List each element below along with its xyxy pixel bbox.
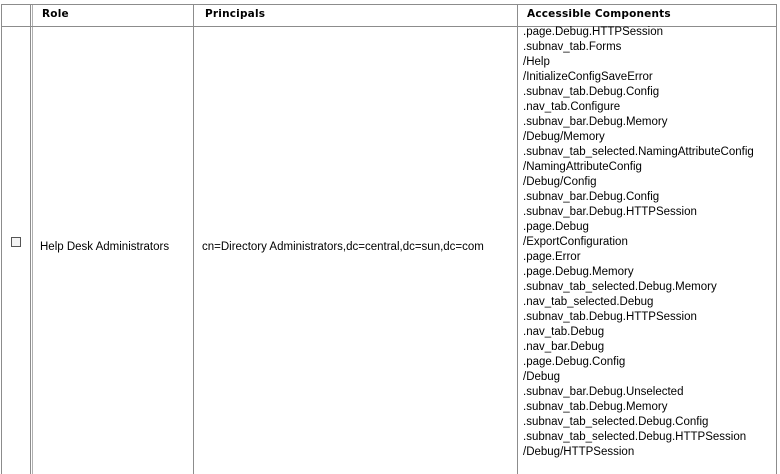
component-item: .page.Error bbox=[523, 251, 581, 263]
component-item: .subnav_bar.Debug.Memory bbox=[523, 116, 668, 128]
component-item: .subnav_tab_selected.NamingAttributeConfig bbox=[523, 146, 754, 158]
component-item: /InitializeConfigSaveError bbox=[523, 71, 653, 83]
component-item: .subnav_tab_selected.Debug.Config bbox=[523, 416, 709, 428]
component-item: .subnav_bar.Debug.HTTPSession bbox=[523, 206, 697, 218]
component-item: .nav_bar.Debug bbox=[523, 341, 605, 353]
principals-cell: cn=Directory Administrators,dc=central,dc=sun,dc=com bbox=[202, 241, 484, 253]
component-item: /NamingAttributeConfig bbox=[523, 161, 642, 173]
component-item: /Help bbox=[523, 56, 550, 68]
component-item: /Debug/Memory bbox=[523, 131, 605, 143]
column-divider bbox=[30, 5, 31, 474]
accessible-components-cell bbox=[523, 25, 754, 460]
component-item: /ExportConfiguration bbox=[523, 236, 628, 248]
component-item: /Debug/Config bbox=[523, 176, 597, 188]
component-item: .nav_tab_selected.Debug bbox=[523, 296, 654, 308]
table-header-row bbox=[2, 5, 776, 27]
component-item: .subnav_bar.Debug.Unselected bbox=[523, 386, 684, 398]
column-divider bbox=[517, 5, 518, 474]
component-item: .nav_tab.Configure bbox=[523, 101, 621, 113]
component-item: .page.Debug.HTTPSession bbox=[523, 26, 663, 38]
component-item: .subnav_tab.Debug.Config bbox=[523, 86, 660, 98]
component-item: .subnav_bar.Debug.Config bbox=[523, 191, 660, 203]
column-header-role[interactable]: Role bbox=[42, 8, 69, 20]
column-divider bbox=[193, 5, 194, 474]
component-item: .subnav_tab.Forms bbox=[523, 41, 622, 53]
component-item: /Debug/HTTPSession bbox=[523, 446, 635, 458]
component-item: .subnav_tab_selected.Debug.HTTPSession bbox=[523, 431, 747, 443]
component-item: .page.Debug.Memory bbox=[523, 266, 634, 278]
component-item: .subnav_tab.Debug.Memory bbox=[523, 401, 668, 413]
row-select-checkbox[interactable] bbox=[11, 237, 21, 247]
component-item: .page.Debug bbox=[523, 221, 589, 233]
component-item: .subnav_tab.Debug.HTTPSession bbox=[523, 311, 697, 323]
component-item: .subnav_tab_selected.Debug.Memory bbox=[523, 281, 717, 293]
column-header-principals[interactable]: Principals bbox=[205, 8, 266, 20]
role-cell: Help Desk Administrators bbox=[40, 241, 170, 253]
column-divider bbox=[32, 5, 33, 474]
component-item: .nav_tab.Debug bbox=[523, 326, 605, 338]
component-item: .page.Debug.Config bbox=[523, 356, 626, 368]
component-item: /Debug bbox=[523, 371, 561, 383]
column-header-accessible-components[interactable]: Accessible Components bbox=[527, 8, 671, 20]
